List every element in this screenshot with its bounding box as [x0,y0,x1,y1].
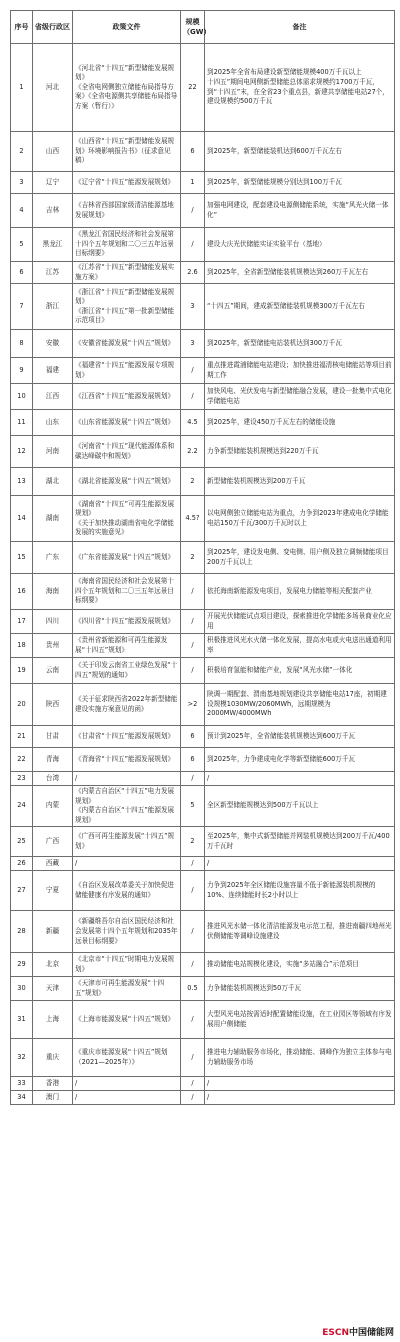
cell-docs: 《江西省“十四五”能源发展规划》 [73,384,181,410]
cell-note: / [205,857,395,871]
cell-province: 澳门 [33,1091,73,1105]
cell-no: 18 [11,634,33,658]
cell-docs: 《福建省“十四五”能源发展专项规划》 [73,358,181,384]
cell-no: 11 [11,410,33,436]
cell-scale: / [181,1001,205,1039]
cell-province: 上海 [33,1001,73,1039]
cell-scale: / [181,1077,205,1091]
table-row [11,748,395,772]
cell-no: 28 [11,911,33,953]
table-row [11,574,395,610]
cell-scale: 0.5 [181,977,205,1001]
cell-no: 21 [11,726,33,748]
cell-no: 1 [11,44,33,132]
cell-scale: / [181,194,205,228]
cell-province: 四川 [33,610,73,634]
cell-docs: 《江苏省“十四五”新型储能发展实施方案》 [73,262,181,284]
cell-note: / [205,772,395,786]
cell-docs: 《自治区发展改革委关于加快促进储能健康有序发展的通知》 [73,871,181,911]
cell-scale: 3 [181,284,205,330]
cell-province: 浙江 [33,284,73,330]
cell-scale: / [181,610,205,634]
table-row [11,871,395,911]
cell-note: 力争到2025年全区储能设施容量不低于新能源装机规模的10%、连续储能时长2小时以上 [205,871,395,911]
cell-no: 13 [11,468,33,496]
cell-scale: / [181,1039,205,1077]
cell-note: 建设大庆光伏储能实证实验平台（基地） [205,228,395,262]
cell-no: 29 [11,953,33,977]
cell-province: 河南 [33,436,73,468]
cell-scale: / [181,953,205,977]
cell-province: 云南 [33,658,73,684]
cell-scale: 1 [181,172,205,194]
cell-scale: 2.2 [181,436,205,468]
cell-province: 黑龙江 [33,228,73,262]
cell-note: 开展光伏储能试点项目建设，探索推进化学储能多场景商业化应用 [205,610,395,634]
watermark-logo: ESCN [322,1328,349,1338]
cell-note: 到2025年，力争建成电化学等新型储能600万千瓦 [205,748,395,772]
cell-no: 31 [11,1001,33,1039]
cell-scale: / [181,1091,205,1105]
cell-no: 25 [11,827,33,857]
cell-scale: 2 [181,827,205,857]
cell-scale: 6 [181,726,205,748]
cell-scale: 6 [181,748,205,772]
cell-docs: 《内蒙古自治区“十四五”电力发展规划》 《内蒙古自治区“十四五”能源发展规划》 [73,786,181,827]
table-row [11,977,395,1001]
cell-no: 6 [11,262,33,284]
cell-province: 青海 [33,748,73,772]
cell-docs: 《辽宁省“十四五”能源发展规划》 [73,172,181,194]
cell-docs: 《重庆市能源发展“十四五”规划（2021—2025年）》 [73,1039,181,1077]
table-row [11,542,395,574]
cell-province: 天津 [33,977,73,1001]
cell-no: 20 [11,684,33,726]
cell-province: 台湾 [33,772,73,786]
cell-province: 吉林 [33,194,73,228]
cell-scale: 3 [181,330,205,358]
cell-no: 8 [11,330,33,358]
cell-scale: / [181,911,205,953]
cell-province: 福建 [33,358,73,384]
header-note: 备注 [205,11,395,44]
policy-table [10,10,395,1105]
cell-docs: 《河北省“十四五”新型储能发展规划》 《全省电网侧独立储能布局指导方案》《全省电源侧共享储能布局指导方案（暂行）》 [73,44,181,132]
cell-docs: 《天津市可再生能源发展“十四五”规划》 [73,977,181,1001]
cell-province: 江西 [33,384,73,410]
cell-docs: 《青海省“十四五”能源发展规划》 [73,748,181,772]
cell-note: 推进风光水储一体化清洁能源发电示范工程，推进南疆四地州光伏侧储能等调峰设施建设 [205,911,395,953]
header-no: 序号 [11,11,33,44]
table-row [11,194,395,228]
cell-scale: / [181,772,205,786]
cell-docs: / [73,772,181,786]
cell-province: 山东 [33,410,73,436]
table-row [11,132,395,172]
table-row [11,436,395,468]
cell-docs: 《上海市能源发展“十四五”规划》 [73,1001,181,1039]
cell-docs: 《关于征求陕西省2022年新型储能建设实施方案意见的函》 [73,684,181,726]
cell-no: 27 [11,871,33,911]
cell-scale: / [181,634,205,658]
cell-no: 19 [11,658,33,684]
cell-no: 5 [11,228,33,262]
cell-scale: 4.5? [181,496,205,542]
cell-docs: / [73,857,181,871]
table-row [11,1077,395,1091]
cell-no: 32 [11,1039,33,1077]
cell-note: 重点推进霞浦储能电站建设；加快推进福清核电储能站等项目前期工作 [205,358,395,384]
cell-no: 3 [11,172,33,194]
cell-note: 加快风电、光伏发电与新型储能融合发展，建设一批集中式电化学储能电站 [205,384,395,410]
cell-scale: 2.6 [181,262,205,284]
table-row [11,1091,395,1105]
cell-note: 加强电网建设，配套建设电源侧储能系统，实施“风光火储一体化” [205,194,395,228]
cell-note: 依托海南新能源发电项目，发展电力储能等相关配套产业 [205,574,395,610]
cell-docs: 《四川省“十四五”能源发展规划》 [73,610,181,634]
table-row [11,262,395,284]
cell-note: / [205,1091,395,1105]
cell-note: 力争储能装机规模达到50万千瓦 [205,977,395,1001]
cell-no: 26 [11,857,33,871]
cell-province: 海南 [33,574,73,610]
cell-scale: >2 [181,684,205,726]
table-row [11,172,395,194]
cell-province: 香港 [33,1077,73,1091]
cell-docs: 《湖南省“十四五”可再生能源发展规划》 《关于加快推动湖南省电化学储能发展的实施意见》 [73,496,181,542]
header-docs: 政策文件 [73,11,181,44]
cell-no: 9 [11,358,33,384]
cell-docs: 《黑龙江省国民经济和社会发展第十四个五年规划和二〇三五年远景目标纲要》 [73,228,181,262]
cell-no: 24 [11,786,33,827]
cell-note: 积极培育氢能和储能产业，发展“风光水储”一体化 [205,658,395,684]
table-row [11,726,395,748]
cell-docs: 《关于印发云南省工业绿色发展“十四五”规划的通知》 [73,658,181,684]
table-row [11,684,395,726]
cell-note: 到2025年，建设发电侧、变电侧、用户侧及独立调频储能项目200万千瓦以上 [205,542,395,574]
cell-docs: 《甘肃省“十四五”能源发展规划》 [73,726,181,748]
table-body [11,44,395,1105]
cell-no: 2 [11,132,33,172]
table-row [11,658,395,684]
cell-scale: / [181,857,205,871]
cell-docs: 《贵州省新能源和可再生能源发展“十四五”规划》 [73,634,181,658]
cell-province: 北京 [33,953,73,977]
table-row [11,410,395,436]
cell-province: 广西 [33,827,73,857]
cell-scale: / [181,228,205,262]
cell-docs: 《湖北省能源发展“十四五”规划》 [73,468,181,496]
site-watermark [322,1325,394,1338]
table-row [11,634,395,658]
cell-province: 江苏 [33,262,73,284]
cell-province: 陕西 [33,684,73,726]
cell-note: 以电网侧独立储能电站为重点，力争到2023年建成电化学储能电站150万千瓦/300万千瓦时以上 [205,496,395,542]
cell-province: 宁夏 [33,871,73,911]
cell-scale: / [181,658,205,684]
cell-note: 到2025年全省布局建设新型储能规模400万千瓦以上 十四五”期间电网侧新型储能总体需求规模约1700万千瓦，到“十四五”末，在全省23个重点县，新建共享储能电站27个，建设规模约500万千瓦 [205,44,395,132]
cell-docs: 《吉林省西部国家级清洁能源基地发展规划》 [73,194,181,228]
cell-note: 陕调一期配套、渭南基地规划建设共享储能电站17座，初期建设规模1030MW/2060MWh，远期规模为2000MW/4000MWh [205,684,395,726]
cell-note: 预计到2025年，全省储能装机规模达到600万千瓦 [205,726,395,748]
cell-scale: 2 [181,542,205,574]
cell-note: 到2025年，全省新型储能装机规模达到260万千瓦左右 [205,262,395,284]
table-row [11,772,395,786]
cell-province: 河北 [33,44,73,132]
cell-scale: 4.5 [181,410,205,436]
cell-note: 到2025年，建设450万千瓦左右的储能设施 [205,410,395,436]
cell-note: 全区新型储能规模达到500万千瓦以上 [205,786,395,827]
cell-no: 34 [11,1091,33,1105]
cell-note: 力争新型储能装机规模达到220万千瓦 [205,436,395,468]
header-province: 省级行政区 [33,11,73,44]
table-row [11,610,395,634]
cell-no: 14 [11,496,33,542]
cell-note: 至2025年，集中式新型储能并网装机规模达到200万千瓦/400万千瓦时 [205,827,395,857]
cell-scale: 6 [181,132,205,172]
cell-province: 西藏 [33,857,73,871]
table-row [11,44,395,132]
table-row [11,953,395,977]
table-row [11,827,395,857]
cell-note: 到2025年，新型储能装机达到600万千瓦左右 [205,132,395,172]
cell-docs: / [73,1091,181,1105]
cell-province: 广东 [33,542,73,574]
cell-province: 内蒙 [33,786,73,827]
table-row [11,330,395,358]
cell-no: 23 [11,772,33,786]
cell-note: / [205,1077,395,1091]
cell-docs: 《海南省国民经济和社会发展第十四个五年规划和二〇三五年远景目标纲要》 [73,574,181,610]
cell-province: 重庆 [33,1039,73,1077]
table-row [11,911,395,953]
cell-scale: / [181,871,205,911]
cell-scale: 22 [181,44,205,132]
table-row [11,786,395,827]
table-header-row [11,11,395,44]
cell-note: 到2025年，新型储能电站装机达到300万千瓦 [205,330,395,358]
cell-province: 辽宁 [33,172,73,194]
cell-docs: 《浙江省“十四五”新型储能发展规划》 《浙江省“十四五”第一批新型储能示范项目》 [73,284,181,330]
cell-province: 湖南 [33,496,73,542]
cell-no: 10 [11,384,33,410]
cell-scale: / [181,358,205,384]
table-row [11,496,395,542]
cell-no: 16 [11,574,33,610]
table-row [11,228,395,262]
cell-note: 到2025年，新型储能规模分别达到100万千瓦 [205,172,395,194]
cell-scale: 2 [181,468,205,496]
cell-province: 贵州 [33,634,73,658]
cell-scale: 5 [181,786,205,827]
cell-no: 7 [11,284,33,330]
table-row [11,384,395,410]
cell-no: 15 [11,542,33,574]
cell-docs: 《新疆维吾尔自治区国民经济和社会发展第十四个五年规划和2035年远景目标纲要》 [73,911,181,953]
cell-province: 山西 [33,132,73,172]
cell-scale: / [181,384,205,410]
table-row [11,358,395,384]
table-row [11,857,395,871]
cell-no: 33 [11,1077,33,1091]
cell-no: 12 [11,436,33,468]
cell-note: 新型储能装机规模达到200万千瓦 [205,468,395,496]
cell-note: 大型风光电站按需适时配置储能设施，在工业园区等领域有序发展用户侧储能 [205,1001,395,1039]
cell-no: 30 [11,977,33,1001]
cell-docs: 《安徽省能源发展“十四五”规划》 [73,330,181,358]
cell-no: 17 [11,610,33,634]
cell-docs: / [73,1077,181,1091]
cell-no: 4 [11,194,33,228]
cell-province: 安徽 [33,330,73,358]
cell-no: 22 [11,748,33,772]
cell-scale: / [181,574,205,610]
cell-note: 积极推进风光水火储一体化发展，提高水电或火电送出通道利用率 [205,634,395,658]
header-scale: 规模（GW） [181,11,205,44]
cell-note: “十四五”期间，建成新型储能装机规模300万千瓦左右 [205,284,395,330]
table-row [11,1039,395,1077]
cell-note: 推动储能电站规模化建设，实施“多站融合”示范项目 [205,953,395,977]
cell-province: 甘肃 [33,726,73,748]
cell-docs: 《山西省“十四五”新型储能发展规划》环境影响报告书》（征求意见稿） [73,132,181,172]
table-row [11,1001,395,1039]
table-row [11,284,395,330]
table-row [11,468,395,496]
cell-province: 新疆 [33,911,73,953]
cell-docs: 《广西可再生能源发展“十四五”规划》 [73,827,181,857]
cell-note: 推进电力辅助服务市场化，推动储能、调峰作为独立主体参与电力辅助服务市场 [205,1039,395,1077]
watermark-name: 中国储能网 [348,1328,394,1338]
cell-docs: 《北京市“十四五”时期电力发展规划》 [73,953,181,977]
cell-docs: 《山东省能源发展“十四五”规划》 [73,410,181,436]
cell-province: 湖北 [33,468,73,496]
cell-docs: 《广东省能源发展“十四五”规划》 [73,542,181,574]
cell-docs: 《河南省“十四五”现代能源体系和碳达峰碳中和规划》 [73,436,181,468]
